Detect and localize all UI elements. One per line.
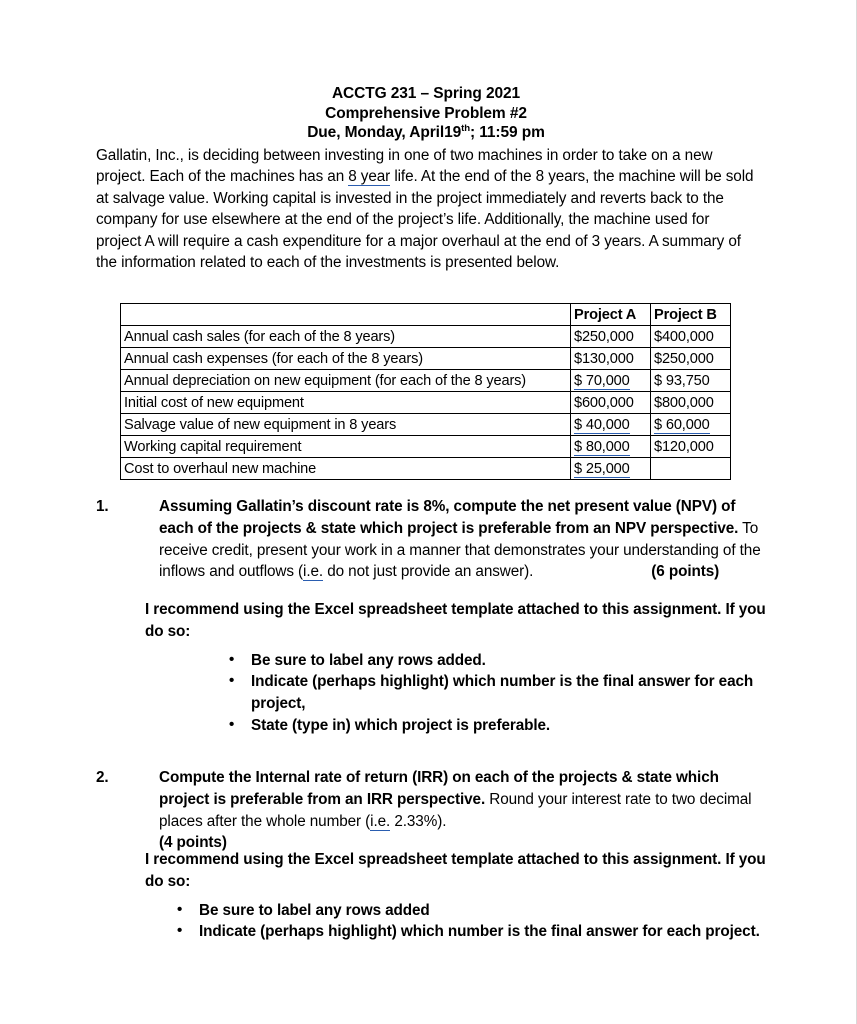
intro-paragraph	[96, 145, 756, 275]
table-row	[121, 370, 731, 392]
spellcheck-flagged-value: $ 60,000	[654, 416, 710, 433]
table-cell-project-b: $ 93,750	[651, 370, 731, 392]
table-cell-project-a	[571, 370, 651, 392]
table-header-project-a: Project A	[571, 304, 651, 326]
recommendation-2-intro: I recommend using the Excel spreadsheet template attached to this assignment. If you do so:	[145, 851, 766, 890]
document-body	[96, 84, 756, 289]
question-1-bold-text: Assuming Gallatin’s discount rate is 8%, compute the net present value (NPV) of each of the projects & state which project is preferable from an NPV perspective.	[159, 498, 739, 537]
question-2-bold-text: Compute the Internal rate of return (IRR) on each of the projects & state which project is preferable from an IRR perspective.	[159, 769, 719, 808]
question-1-normal-text-2: do not just provide an answer).	[323, 563, 534, 581]
table-cell-label: Annual cash expenses (for each of the 8 years)	[121, 348, 571, 370]
heading-line-due	[96, 123, 756, 143]
investment-summary-table	[120, 303, 731, 480]
table-header-row	[121, 304, 731, 326]
table-row	[121, 458, 731, 480]
question-2	[96, 767, 768, 854]
question-2-number: 2.	[96, 769, 109, 786]
due-prefix: Due, Monday, April19	[307, 124, 462, 141]
table-row	[121, 436, 731, 458]
question-2-text	[159, 767, 768, 854]
recommendation-block-2	[145, 849, 773, 943]
spellcheck-flagged-term-ie-2: i.e.	[370, 812, 391, 830]
recommendation-block-1	[145, 599, 773, 737]
table-cell-project-b: $800,000	[651, 392, 731, 414]
list-item: • Indicate (perhaps highlight) which number is the final answer for each project.	[177, 921, 773, 943]
investment-summary-table-wrapper	[120, 303, 730, 480]
list-item: • Indicate (perhaps highlight) which number is the final answer for each project,	[229, 671, 773, 715]
question-1-points: (6 points)	[651, 563, 720, 581]
due-time: ; 11:59 pm	[469, 124, 545, 141]
spellcheck-flagged-value: $ 40,000	[574, 416, 630, 433]
spellcheck-flagged-term-ie-1: i.e.	[303, 563, 324, 581]
heading-line-assignment: Comprehensive Problem #2	[325, 104, 527, 122]
list-item: • Be sure to label any rows added	[177, 900, 773, 922]
table-cell-label: Initial cost of new equipment	[121, 392, 571, 414]
list-item: • Be sure to label any rows added.	[229, 650, 773, 672]
table-row	[121, 392, 731, 414]
recommendation-1-intro: I recommend using the Excel spreadsheet template attached to this assignment. If you do so:	[145, 601, 766, 640]
recommendation-1-bullet-list	[229, 650, 773, 737]
table-row	[121, 414, 731, 436]
table-cell-project-b: $250,000	[651, 348, 731, 370]
question-1	[96, 496, 768, 583]
list-item: • State (type in) which project is preferable.	[229, 715, 773, 737]
table-row	[121, 348, 731, 370]
spellcheck-flagged-value: $ 70,000	[574, 372, 630, 389]
heading-line-course: ACCTG 231 – Spring 2021	[331, 85, 521, 102]
due-ordinal-suffix: th	[461, 122, 470, 134]
table-cell-label: Annual cash sales (for each of the 8 years)	[121, 326, 571, 348]
question-2-normal-text-1: Round your interest rate to two decimal places after the whole number (	[159, 790, 752, 830]
table-row	[121, 326, 731, 348]
table-cell-project-a	[571, 458, 651, 480]
table-cell-project-b: $120,000	[651, 436, 731, 458]
table-cell-project-a: $130,000	[571, 348, 651, 370]
spellcheck-flagged-value: $ 80,000	[574, 438, 630, 455]
question-1-text	[159, 496, 768, 583]
question-2-normal-text-2: 2.33%).	[390, 812, 447, 830]
table-cell-project-b: $400,000	[651, 326, 731, 348]
spellcheck-flagged-value: $ 25,000	[574, 460, 630, 477]
table-cell-project-a: $600,000	[571, 392, 651, 414]
table-cell-project-a: $250,000	[571, 326, 651, 348]
recommendation-2-bullet-list	[177, 900, 773, 944]
question-2-points: (4 points)	[159, 834, 227, 852]
table-header-blank	[121, 304, 571, 326]
intro-text-part-1: Gallatin, Inc., is deciding between investing in one of two machines in order to take on a new project. Each of the machines has an	[96, 146, 713, 186]
table-cell-label: Cost to overhaul new machine	[121, 458, 571, 480]
question-1-number: 1.	[96, 498, 109, 515]
table-cell-label: Salvage value of new equipment in 8 years	[121, 414, 571, 436]
spellcheck-flagged-term-8-year: 8 year	[348, 168, 391, 186]
table-header-project-b: Project B	[651, 304, 731, 326]
question-1-normal-text-1: To receive credit, present your work in a manner that demonstrates your understanding of the inflows and outflows (	[159, 519, 761, 581]
table-cell-project-a	[571, 436, 651, 458]
document-heading	[96, 84, 756, 143]
table-cell-project-b	[651, 458, 731, 480]
table-cell-label: Annual depreciation on new equipment (for each of the 8 years)	[121, 370, 571, 392]
intro-text-part-2: life. At the end of the 8 years, the machine will be sold at salvage value. Working capital is invested in the project immediately and reverts back to the company for use elsewhere at the end of the project’s life. Additionally, the machine used for project A will require a cash expenditure for a major overhaul at the end of 3 years. A summary of the information related to each of the investments is presented below.	[96, 168, 754, 272]
table-cell-project-b	[651, 414, 731, 436]
table-cell-project-a	[571, 414, 651, 436]
table-cell-label: Working capital requirement	[121, 436, 571, 458]
